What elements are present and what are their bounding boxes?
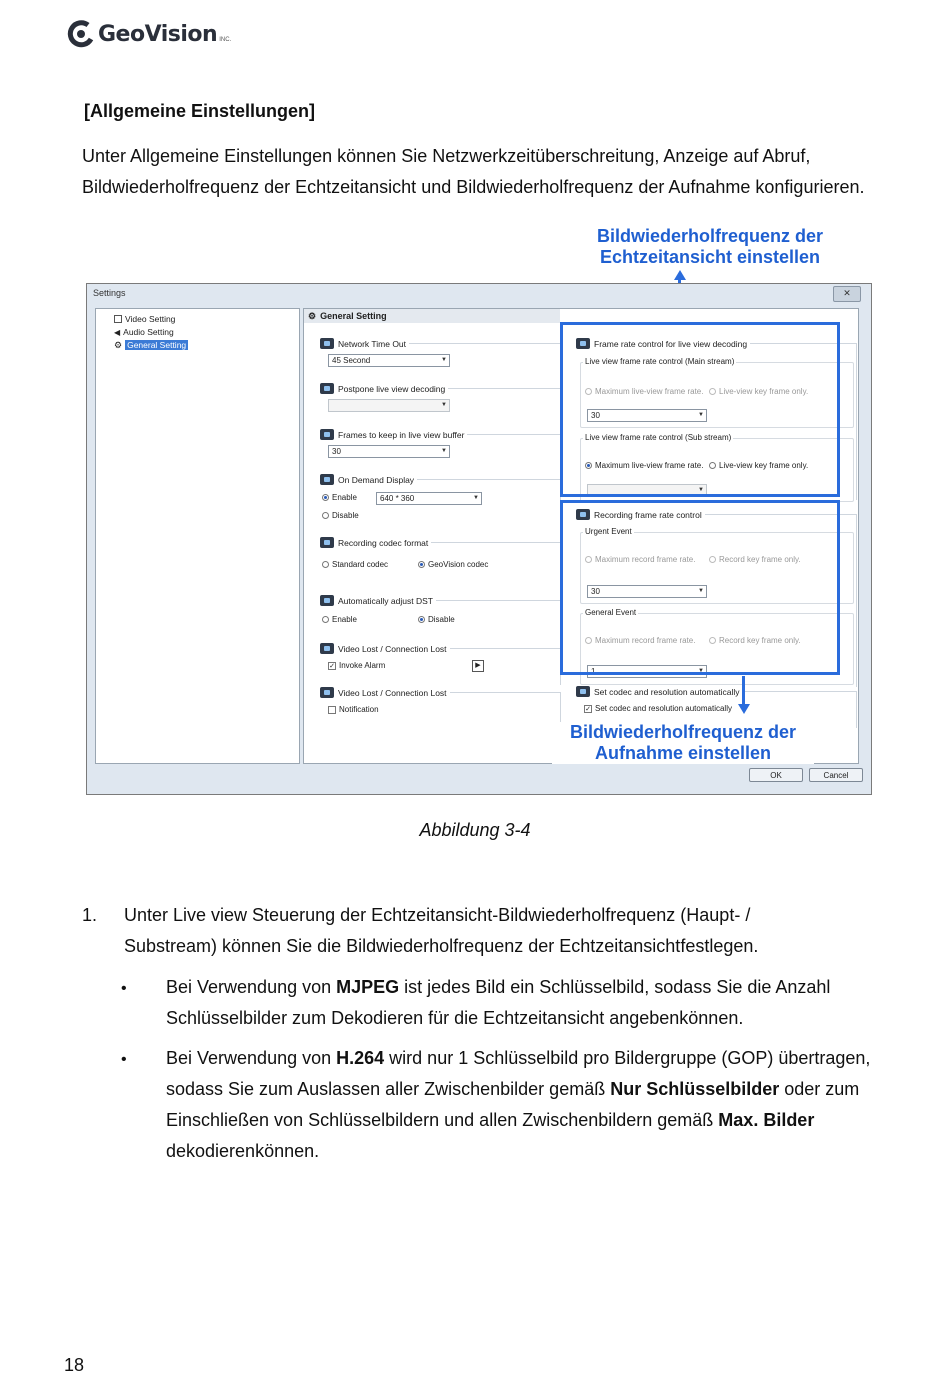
- radio-label: Enable: [332, 493, 357, 502]
- tree-label: General Setting: [127, 340, 187, 350]
- list-item-text: Unter Live view Steuerung der Echtzeitansicht-Bildwiederholfrequenz (Haupt- / Substream) können Sie die Bildwiederholfrequenz der Echtzeitansichtfestlegen.: [124, 905, 759, 956]
- dst-disable-radio[interactable]: [418, 615, 455, 624]
- bullet-mjpeg: [166, 972, 876, 1034]
- group-header: [320, 595, 436, 606]
- radio-label: Live-view key frame only.: [719, 387, 809, 396]
- auto-codec-checkbox[interactable]: ✓ Set codec and resolution automatically: [585, 704, 732, 713]
- group-codec: [320, 537, 561, 587]
- video-icon: [114, 315, 122, 323]
- figure-caption: Abbildung 3-4: [419, 820, 531, 840]
- gear-icon: ⚙: [114, 339, 123, 350]
- tree-label: Audio Setting: [123, 327, 174, 337]
- ok-button[interactable]: OK: [749, 768, 803, 782]
- bold-run: Nur Schlüsselbilder: [610, 1079, 780, 1099]
- tree-item-video[interactable]: [114, 313, 175, 325]
- close-button[interactable]: ✕: [833, 286, 861, 302]
- page-number: 18: [64, 1355, 85, 1375]
- callout-record-rate: [552, 722, 814, 764]
- panel-icon: [320, 383, 334, 394]
- radio-label: Enable: [332, 615, 357, 624]
- tree-item-audio[interactable]: [114, 326, 174, 338]
- bullet-h264: [166, 1043, 876, 1167]
- main-stream-select[interactable]: 30 ▼: [587, 409, 707, 422]
- callout-live-rate: [582, 226, 838, 268]
- panel-icon: [320, 595, 334, 606]
- network-timeout-select[interactable]: 45 Second ▼: [328, 354, 450, 367]
- callout-rec-line2: Aufnahme einstellen: [594, 743, 772, 763]
- speaker-icon: ◀: [114, 327, 121, 337]
- group-header: [320, 687, 450, 698]
- geovision-codec-radio[interactable]: [418, 560, 488, 569]
- logo-tag: INC.: [219, 37, 232, 43]
- subgroup-label: Urgent Event: [585, 527, 632, 536]
- list-number: 1.: [82, 905, 98, 925]
- callout-rec-line1: Bildwiederholfrequenz der: [569, 722, 797, 742]
- radio-label: Maximum record frame rate.: [595, 636, 696, 645]
- group-label: Automatically adjust DST: [338, 595, 433, 606]
- radio-label: Disable: [332, 511, 359, 520]
- resolution-select[interactable]: 640 * 360 ▼: [376, 492, 482, 505]
- radio-label: Disable: [428, 615, 455, 624]
- standard-codec-radio[interactable]: [322, 560, 388, 569]
- geovision-logo: [66, 14, 231, 54]
- settings-window: [86, 283, 872, 795]
- logo-brand: GeoVision: [98, 21, 218, 47]
- group-label: On Demand Display: [338, 474, 415, 485]
- header-label: General Setting: [320, 311, 387, 321]
- text-run: Bei Verwendung von: [166, 977, 337, 997]
- bold-run: H.264: [336, 1048, 385, 1068]
- arrow-line: [742, 676, 745, 706]
- highlight-record-rate: [560, 500, 840, 675]
- on-demand-disable-radio[interactable]: [322, 511, 359, 520]
- text-run: Bei Verwendung von: [166, 1048, 337, 1068]
- group-video-lost-notify: [320, 687, 561, 729]
- intro-paragraph: Unter Allgemeine Einstellungen können Sie Netzwerkzeitüberschreitung, Anzeige auf Abruf, Bildwiederholfrequenz der Echtzeitansicht und Bildwiederholfrequenz der Aufnahme konfigurieren.: [82, 146, 865, 197]
- checkbox-label: Set codec and resolution automatically: [595, 704, 732, 713]
- settings-tree: [95, 308, 300, 764]
- group-header: [576, 686, 743, 697]
- bold-run: Max. Bilder: [718, 1110, 815, 1130]
- group-on-demand: [320, 474, 561, 538]
- highlight-live-rate: [560, 322, 840, 497]
- group-label: Video Lost / Connection Lost: [338, 643, 447, 654]
- radio-label: Maximum record frame rate.: [595, 555, 696, 564]
- radio-label: Standard codec: [332, 560, 389, 569]
- cancel-button[interactable]: Cancel: [809, 768, 863, 782]
- notification-checkbox[interactable]: [328, 705, 379, 714]
- panel-icon: [320, 537, 334, 548]
- group-header: [320, 537, 431, 548]
- play-icon[interactable]: ▶: [472, 660, 484, 672]
- group-header: [320, 474, 417, 485]
- radio-label: Record key frame only.: [719, 636, 801, 645]
- radio-label: Maximum live-view frame rate.: [595, 387, 704, 396]
- text-run: dekodierenkönnen.: [166, 1141, 320, 1161]
- subgroup-label: Live view frame rate control (Sub stream): [585, 433, 732, 442]
- bullet-icon: •: [121, 980, 127, 997]
- dst-enable-radio[interactable]: [322, 615, 357, 624]
- group-label: Recording frame rate control: [594, 509, 702, 520]
- group-label: Network Time Out: [338, 338, 407, 349]
- bullet-icon: •: [121, 1051, 127, 1068]
- radio-label: Live-view key frame only.: [719, 461, 809, 470]
- group-label: Postpone live view decoding: [338, 383, 446, 394]
- general-event-select[interactable]: 1 ▼: [587, 665, 707, 678]
- section-heading: [Allgemeine Einstellungen]: [84, 101, 316, 121]
- on-demand-enable-radio[interactable]: [322, 493, 357, 502]
- group-label: Video Lost / Connection Lost: [338, 687, 447, 698]
- group-header: [320, 338, 409, 349]
- group-label: Set codec and resolution automatically: [594, 686, 740, 697]
- logo-mark-icon: [66, 19, 96, 49]
- callout-live-line2: Echtzeitansicht einstellen: [599, 247, 821, 267]
- bold-run: MJPEG: [336, 977, 400, 997]
- text-run: oder zum Einschließen von Schlüsselbildern und allen Zwischenbildern gemäß: [166, 1079, 860, 1130]
- subgroup-label: General Event: [585, 608, 637, 617]
- frames-buffer-select[interactable]: 30 ▼: [328, 445, 450, 458]
- group-label: Frames to keep in live view buffer: [338, 429, 465, 440]
- tree-label: Video Setting: [125, 314, 176, 324]
- group-header: [320, 643, 450, 654]
- tree-item-general[interactable]: [114, 339, 188, 351]
- group-network-timeout: [320, 338, 561, 380]
- invoke-alarm-checkbox[interactable]: ✓ Invoke Alarm: [329, 661, 386, 670]
- text-run: ist jedes Bild ein Schlüsselbild, sodass Sie die Anzahl Schlüsselbilder zum Dekodieren für die Echtzeitansicht angebenkönnen.: [166, 977, 831, 1028]
- group-frames-buffer: [320, 429, 561, 471]
- checkbox-label: Notification: [339, 705, 379, 714]
- group-postpone: [320, 383, 561, 425]
- group-video-lost-alarm: [320, 643, 561, 685]
- group-label: Frame rate control for live view decoding: [594, 338, 748, 349]
- radio-label: Record key frame only.: [719, 555, 801, 564]
- window-title: Settings: [93, 288, 126, 298]
- panel-icon: [320, 643, 334, 654]
- panel-icon: [320, 429, 334, 440]
- callout-live-line1: Bildwiederholfrequenz der: [596, 226, 824, 246]
- checkbox-label: Invoke Alarm: [339, 661, 386, 670]
- group-label: Recording codec format: [338, 537, 429, 548]
- radio-label: GeoVision codec: [428, 560, 489, 569]
- urgent-event-select[interactable]: 30 ▼: [587, 585, 707, 598]
- panel-icon: [320, 687, 334, 698]
- radio-label: Maximum live-view frame rate.: [595, 461, 704, 470]
- gear-icon: ⚙: [308, 310, 317, 321]
- panel-icon: [320, 338, 334, 349]
- postpone-select[interactable]: [328, 399, 450, 412]
- text-run: wird nur 1 Schlüsselbild pro Bildergruppe (GOP) übertragen, sodass Sie zum Auslassen aller Zwischenbilder gemäß: [166, 1048, 871, 1099]
- group-header: [320, 429, 467, 440]
- panel-icon: [320, 474, 334, 485]
- general-setting-header: [304, 309, 560, 323]
- arrow-down-icon: [738, 704, 750, 714]
- panel-icon: [576, 686, 590, 697]
- group-header: [320, 383, 448, 394]
- subgroup-label: Live view frame rate control (Main stream): [585, 357, 735, 366]
- group-dst: [320, 595, 561, 637]
